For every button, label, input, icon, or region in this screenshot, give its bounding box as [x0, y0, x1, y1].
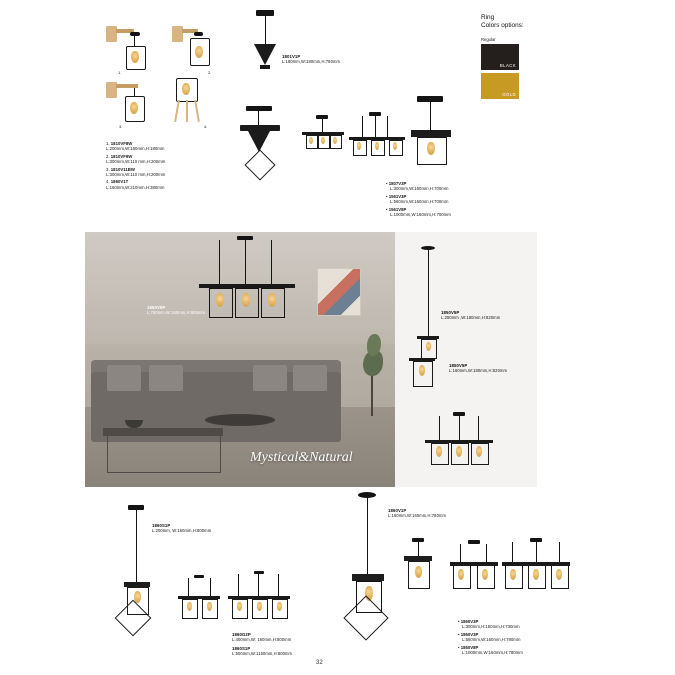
callout-code: 1860S1P [232, 646, 251, 651]
top-left-spec-list [106, 141, 165, 191]
hero-room [85, 232, 395, 487]
callout-cone-pendant [282, 54, 340, 65]
hero-coffee-table [103, 428, 223, 436]
item-code: 1561V3P [388, 193, 407, 199]
bottom-right-group [330, 492, 580, 672]
item-dim: L:300mm,W:110 mm,H:200mm [106, 172, 166, 178]
item-index: 2. [106, 153, 110, 159]
item-code: 1807V3P [388, 181, 407, 186]
ring-title-line2: Colors options: [481, 22, 524, 29]
callout-right-cage [449, 363, 507, 374]
callout-code: 1850V5P [449, 363, 468, 368]
wall-lamp-1-index: 1. [118, 70, 122, 75]
item-code: 1860V3P [460, 631, 479, 637]
hero-cushion [253, 365, 287, 391]
hero-cushion [293, 365, 327, 391]
ring-title-line1: Ring [481, 14, 495, 21]
callout-bottom-left-single [152, 523, 211, 534]
item-code: 1860V3P [460, 619, 479, 624]
item-dim: L:560mm,W:160mm,H:780mm [462, 637, 521, 643]
list-item: • 1860V8P [458, 644, 479, 650]
hero-right-panel [395, 232, 537, 487]
hero-cushion [107, 365, 141, 391]
callout-bottom-left-duo [232, 632, 291, 643]
callout-dim: L:200mm, W:160mm,H:800mm [152, 528, 212, 534]
item-code: 1860V1T [110, 179, 129, 185]
bottom-right-spec-list [458, 619, 523, 656]
list-item: • 1561V3P [386, 193, 407, 199]
swatch-gold[interactable] [481, 73, 519, 99]
cage-diamond [244, 149, 275, 180]
callout-code: 1801V1P [282, 54, 301, 59]
swatch-black-label: BLACK [499, 63, 516, 68]
top-right-spec-list [386, 181, 451, 218]
ring-subtitle: Regular [481, 37, 496, 42]
hero-cushion [149, 365, 183, 391]
item-index: 3. [106, 166, 110, 172]
page-number: 32 [316, 660, 323, 666]
list-item: • 1561V8P [386, 206, 407, 212]
swatch-gold-label: GOLD [502, 92, 516, 97]
bottom-left-group [110, 505, 310, 665]
hero-photo [85, 232, 537, 487]
callout-code: 1860S1P [152, 523, 171, 528]
callout-code: 1850V5P [147, 305, 166, 310]
hero-table-legs [107, 436, 221, 473]
item-dim: L:1000mm,W:160mm,H:700mm [390, 212, 451, 218]
callout-dim: L:400mm,W: 160mm,H:800mm [232, 637, 292, 643]
callout-dim: L:500mm,W:1160mm,H:800mm [232, 651, 293, 657]
item-index: 1. [106, 141, 110, 146]
item-dim: L:200mm,W:160mm,H:180mm [106, 146, 165, 152]
hero-round-table [205, 414, 275, 426]
callout-dim: L:160mm,W:180mm,H:820mm [449, 368, 507, 374]
hero-plant [361, 328, 387, 416]
hero-caption: Mystical&Natural [250, 450, 353, 465]
swatch-black[interactable] [481, 44, 519, 70]
item-code: 1810VF9W [110, 153, 133, 159]
wall-lamp-2-index: 2. [208, 70, 212, 75]
callout-dim: L:750mm,W:160mm,H:800mm [147, 310, 205, 316]
callout-code: 1860G2P [232, 632, 251, 637]
list-item: • 1807V3P [386, 181, 407, 186]
callout-hero-bar-lamp [147, 305, 205, 316]
callout-bottom-right-main [388, 508, 446, 519]
list-item: • 1860V3P [458, 631, 479, 637]
callout-code: 1850V5P [441, 310, 460, 315]
callout-dim: L:180mm,W:180mm,H:780mm [282, 59, 340, 65]
hero-wall-art [317, 268, 361, 316]
item-code: 1561V8P [388, 206, 407, 212]
callout-right-single [441, 310, 500, 321]
callout-bottom-left-trio [232, 646, 292, 657]
item-dim: L:560mm,W:160mm,H:700mm [390, 199, 449, 205]
item-code: 1810VF8W [110, 141, 133, 146]
item-dim: L:300mm,W:110 mm,H:200mm [106, 159, 166, 165]
ring-color-options [481, 14, 601, 99]
wall-lamp-3-index: 3. [119, 124, 123, 129]
item-dim: L:300mm,H:160mm,H:730mm [462, 624, 520, 630]
callout-dim: L:160mm,W:160mm,H:780mm [388, 513, 446, 519]
table-lamp-4-index: 4. [204, 124, 208, 129]
item-code: 1860V8P [460, 644, 479, 650]
item-dim: L:300mm,W:160mm,H:700mm [390, 186, 449, 192]
wall-lamp-group [100, 20, 230, 150]
item-dim: L:1000mm,W:160mm,H:780mm [462, 650, 523, 656]
item-index: 4. [106, 179, 110, 185]
callout-code: 1860V1P [388, 508, 407, 513]
item-code: 1810V11BW [110, 166, 135, 172]
item-dim: L:160mm,W:210mm,H:380mm [106, 184, 165, 190]
callout-dim: L:250mm ,W:180mm,H:820mm [441, 315, 501, 321]
list-item: • 1860V3P [458, 619, 479, 624]
